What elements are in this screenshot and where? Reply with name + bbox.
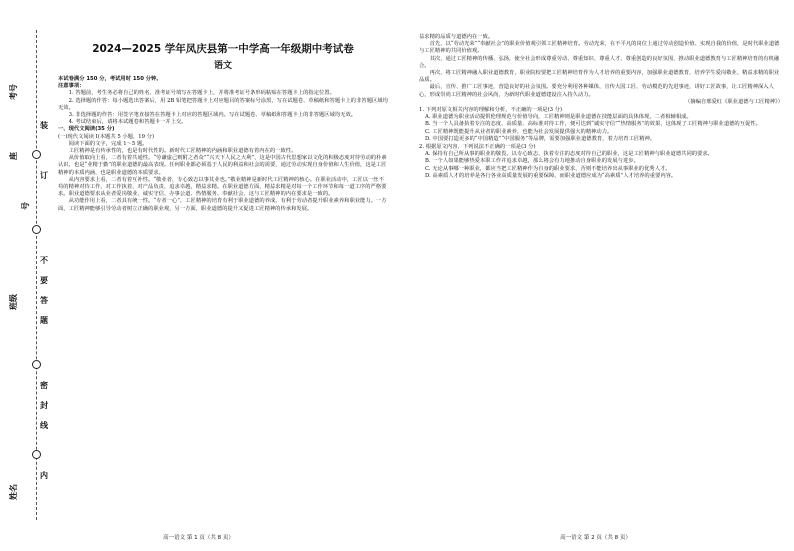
question-2-option: B. 一个人如果能够热爱本职工作并追求卓越，那么将会有力地推动自身职业的发展与进步。 — [425, 158, 639, 165]
seal-char: 不 — [40, 255, 48, 265]
question-2-option: D. 高素质人才的培养是各行各业高质量发展的重要保障，而职业道德应成为“高素质”人才培养的重要内容。 — [425, 172, 677, 179]
question-1-option: C. 工匠精神既能提升从业者的职业素养，也能为社会发展提供强大的精神动力。 — [425, 128, 613, 135]
seat-label: 座 — [9, 152, 18, 160]
name-label: 姓名 — [9, 484, 18, 500]
passage-paragraph: 首先，以“劳动光荣”“奉献社会”的职业价值观引领工匠精神培育。劳动光荣，在不平凡的岗位上通过劳动创造价值、实现自我的价值，是时代职业道德与工匠精神的共同价值观。 — [419, 41, 780, 55]
passage-paragraph: 从价值取向上看，二者有着共通性。“劳谦虚己则附之者众”“兴天下人民之大利”，这是中国古代思想家以文化的积极态度对待劳动的朴素认识，也是“业精于勤”的职业道德的最高表现。任何职业都必须基于人民的利益和社会的需要，通过劳动实现自身价值和人生价值，这是工匠精神的本质内涵，也是职业道德的本质要求。 — [58, 155, 387, 176]
binding-hole — [32, 360, 41, 369]
binding-line — [36, 30, 38, 520]
passage-paragraph: 从内容要求上看，二者有着互补性。“敬业者，专心致志以事其业也。”敬业精神是新时代工匠精神的核心。在职业活动中，工匠以一丝不苟的精神对待工作，对工作执着、对产品负责，追求卓越，精益求精。在职业道德方面，精益求精是对每一个工作环节和每一道工序的严格要求。职业道德要求从业者爱岗敬业、诚实守信、办事公道、热情服务、奉献社会，这与工匠精神的内在要求是一致的。 — [58, 176, 387, 198]
page-right — [397, 0, 794, 551]
seal-char: 线 — [40, 420, 48, 430]
question-2: 2. 根据原文内容，下列说法不正确的一项是(3 分) — [419, 144, 536, 151]
passage-paragraph: 其次，通过工匠精神的传播、弘扬，使全社会形成尊重劳动、尊重知识、尊重人才、尊重创造的良好氛围，推动职业道德教育与工匠精神培育的有机融合。 — [419, 55, 780, 69]
question-1-option: A. 职业道德为职业活动提供伦理规范与价值导向，工匠精神则是职业道德在技能层面的具体体现，二者相辅相成。 — [425, 114, 692, 121]
page-footer: 高一语文 第 1 页（共 8 页） — [163, 535, 234, 541]
binding-spine — [6, 30, 50, 520]
passage-source: （摘编自邢爱红《职业道德与工匠精神》） — [685, 98, 783, 105]
question-2-option: A. 保持有自己所从事的职业的敬畏，以专心致志、执着专注的态度对待自己的职业，这是工匠精神与职业道德共同的要求。 — [425, 151, 713, 158]
binding-char: 装 — [40, 120, 48, 130]
page-footer: 高一语文 第 2 页（共 8 页） — [560, 535, 631, 541]
question-1-option: D. 中国要打造更多的“中国精造”“中国服务”等品牌，需要加强职业道德教育，着力培育工匠精神。 — [425, 135, 656, 142]
number-label: 号 — [21, 202, 30, 210]
question-2-option: C. 无论从事哪一种职业，都应当把工匠精神作为自身的职业要求，否则不能培养出从事职业的优秀人才。 — [425, 165, 671, 172]
passage-paragraph: 从功能作用上看，二者具有统一性。“专者一心”，工匠精神的培育有利于职业道德的养成，有利于劳动者提升职业素养和职业能力。一方面，工匠精神能够引导劳动者树立正确的职业观，另一方面，职业道德的提升又促进工匠精神的传承和发展。 — [58, 198, 387, 212]
exam-title: 2024—2025 学年凤庆县第一中学高一年级期中考试卷 — [92, 43, 354, 55]
notes-heading: 注意事项： — [58, 83, 85, 90]
left-content — [58, 34, 388, 213]
subject-title: 语文 — [213, 61, 232, 71]
right-content — [419, 34, 783, 180]
question-1-option: B. 当一个人具备执着专注的态度、高质量、高标准对待工作，便可达到“诚实守信”“热情服务”的效果，这体现了工匠精神与职业道德的互促性。 — [425, 121, 761, 128]
passage-paragraph: 再次，将工匠精神融入职业道德教育，职业院校要把工匠精神培育作为人才培养的重要内容，加强职业道德教育，培养学生爱岗敬业、精益求精的职业品质。 — [419, 70, 780, 84]
note-item: 2. 选择题的作答：每小题选出答案后，用 2B 铅笔把答题卡上对应题目的答案标号涂黑，写在试题卷、草稿纸和答题卡上的非答题区域均无效。 — [58, 97, 388, 111]
passage-paragraph: 益求精的品质与道德内在一致。 — [419, 34, 494, 40]
note-item: 1. 答题前，考生务必将自己的姓名、准考证号填写在答题卡上，并将准考证号条形码粘贴在答题卡上的指定位置。 — [68, 90, 335, 97]
seal-char: 答 — [40, 295, 48, 305]
binding-hole — [32, 450, 41, 459]
passage-paragraph: 工匠精神是有传承性的，也是有时代性的。新时代工匠精神的内涵和职业道德有着内在的一致性。 — [68, 148, 297, 155]
binding-hole — [32, 225, 41, 234]
seal-char: 要 — [40, 275, 48, 285]
reading-instruction: 阅读下面的文字，完成 1～5 题。 — [68, 140, 148, 147]
note-item: 4. 考试结束后，请将本试题卷和答题卡一并上交。 — [68, 119, 187, 126]
seal-char: 题 — [40, 315, 48, 325]
subsection-heading: (一)现代文阅读 Ⅰ(本题共 5 小题，19 分) — [58, 133, 155, 140]
seal-char: 密 — [40, 380, 48, 390]
binding-char: 订 — [40, 170, 48, 180]
seal-char: 封 — [40, 400, 48, 410]
class-label: 班级 — [9, 294, 18, 310]
section-heading: 一、现代文阅读(35 分) — [58, 126, 115, 133]
note-item: 3. 非选择题的作答：用签字笔直接答在答题卡上对应的答题区域内。写在试题卷、草稿纸和答题卡上的非答题区域均无效。 — [68, 112, 357, 119]
exam-info: 本试卷满分 150 分，考试用时 150 分钟。 — [58, 76, 162, 82]
binding-hole — [32, 150, 41, 159]
seal-char: 内 — [40, 470, 48, 480]
question-1: 1. 下列对原文相关内容的理解和分析，不正确的一项是(3 分) — [419, 107, 563, 114]
exam-number-label: 考号 — [9, 84, 18, 100]
passage-paragraph: 最后，宣传、推广工匠事迹，营造良好的社会氛围。要充分利用各种媒体，宣传大国工匠、劳动模范的先进事迹，讲好工匠故事，让工匠精神深入人心，形成崇尚工匠精神的社会风尚，为新时代职业道德建设注入持久动力。 — [419, 84, 774, 98]
